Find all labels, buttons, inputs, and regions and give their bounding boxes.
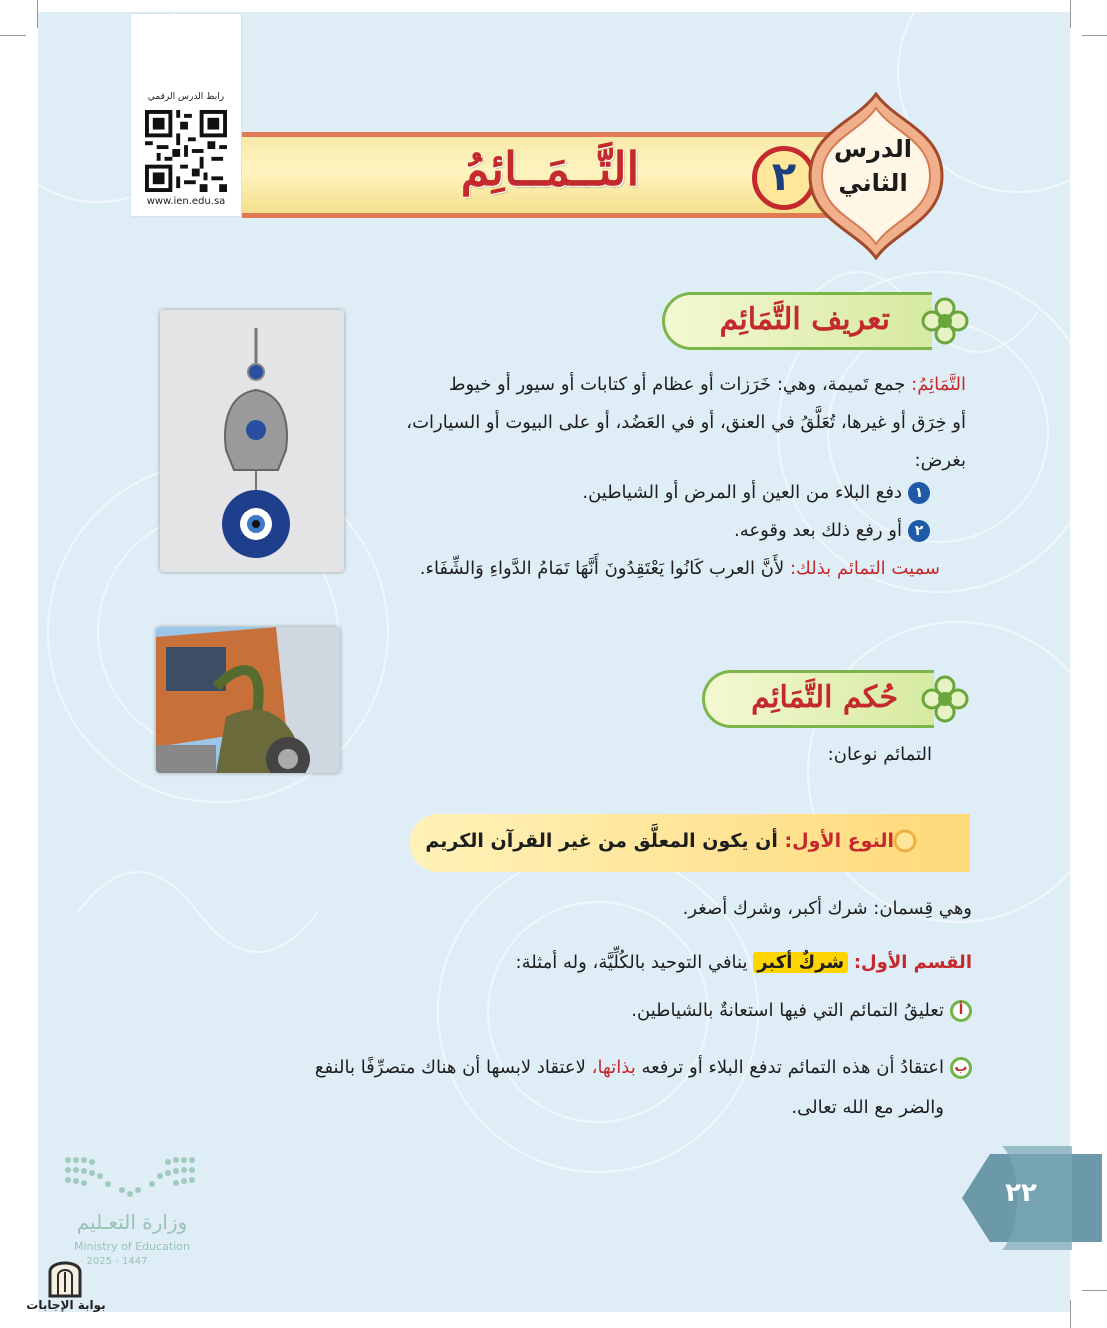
definition-line-2: أو خِرَق أو غيرها، تُعَلَّقُ في العنق، أو في العَضُد، أو على البيوت أو السيارات، — [406, 412, 966, 433]
lesson-badge-label: الدرس الثاني — [833, 135, 913, 197]
letter-badge-icon: ب — [950, 1057, 972, 1079]
letter-badge-icon: أ — [950, 1000, 972, 1022]
first-part: القسم الأول: شركٌ أكبر ينافي التوحيد بالكُلِّيَّة، وله أمثلة: — [515, 952, 972, 973]
portal-logo-icon — [44, 1256, 86, 1298]
hamsa-amulet-image — [160, 310, 344, 572]
crop-mark — [1082, 1290, 1107, 1291]
lesson-number: ٢ — [752, 146, 816, 210]
crop-mark — [1070, 1300, 1071, 1328]
ministry-logo-icon — [62, 1154, 198, 1200]
definition-term: التَّمَائِمُ: — [911, 374, 966, 395]
types-intro: التمائم نوعان: — [827, 744, 932, 765]
first-part-label: القسم الأول: — [853, 952, 972, 973]
ministry-name-arabic: وزارة التعـليم — [76, 1210, 188, 1234]
qr-label: رابط الدرس الرقمي — [147, 92, 225, 102]
first-type-text: النوع الأول: أن يكون المعلَّق من غير القرآن الكريم — [425, 830, 894, 852]
flower-ornament-icon — [920, 296, 970, 346]
crop-mark — [1082, 35, 1107, 36]
purpose-item-1: ١دفع البلاء من العين أو المرض أو الشياطين. — [400, 482, 930, 504]
page-number: ٢٢ — [1005, 1178, 1037, 1208]
flower-ornament-icon — [920, 674, 970, 724]
qr-card[interactable] — [131, 14, 241, 216]
definition-line-3: بغرض: — [914, 450, 966, 471]
purpose-item-2: ٢أو رفع ذلك بعد وقوعه. — [400, 520, 930, 542]
example-b: باعتقادُ أن هذه التمائم تدفع البلاء أو ترفعه بذاتها، لاعتقاد لابسها أن هناك متصرِّفًا بالنفع والضر مع الله تعالى. — [150, 1048, 972, 1128]
example-a: أتعليقُ التمائم التي فيها استعانةٌ بالشياطين. — [500, 1000, 972, 1022]
qr-url[interactable]: www.ien.edu.sa — [146, 196, 226, 207]
definition-section-title: تعريف التَّمَائِم — [719, 302, 890, 337]
ruling-section-title: حُكم التَّمَائِم — [751, 680, 898, 715]
qr-code-icon[interactable] — [145, 110, 227, 192]
naming-label: سميت التمائم بذلك: — [789, 558, 940, 579]
by-itself-text: بذاتها، — [591, 1057, 636, 1078]
truck-photo — [156, 627, 340, 773]
ministry-name-english: Ministry of Education — [73, 1240, 190, 1253]
sun-ornament-icon — [890, 826, 920, 856]
first-type-label: النوع الأول: — [784, 830, 894, 852]
crop-mark — [1070, 0, 1071, 28]
truck-amulet-image — [156, 627, 340, 773]
naming-reason: سميت التمائم بذلك: لأَنَّ العرب كَانُوا يَعْتَقِدُونَ أَنَّهَا تَمَامُ الدَّواءِ وَالشِّفَاء. — [419, 558, 940, 579]
definition-paragraph — [356, 366, 966, 480]
crop-mark — [0, 35, 26, 36]
ministry-year: 2025 - 1447 — [86, 1256, 148, 1267]
number-badge-icon: ١ — [908, 482, 930, 504]
major-shirk-highlight: شركٌ أكبر — [753, 952, 848, 973]
division-text: وهي قِسمان: شرك أكبر، وشرك أصغر. — [682, 898, 972, 919]
portal-label[interactable]: بوابة الإجابات — [26, 1298, 106, 1312]
lesson-title: التَّــمَــائِمُ — [460, 142, 640, 196]
amulet-photo — [160, 310, 344, 572]
number-badge-icon: ٢ — [908, 520, 930, 542]
definition-line-1: التَّمَائِمُ: جمع تَميمة، وهي: خَرَزات أو عظام أو كتابات أو سيور أو خيوط — [448, 374, 966, 395]
